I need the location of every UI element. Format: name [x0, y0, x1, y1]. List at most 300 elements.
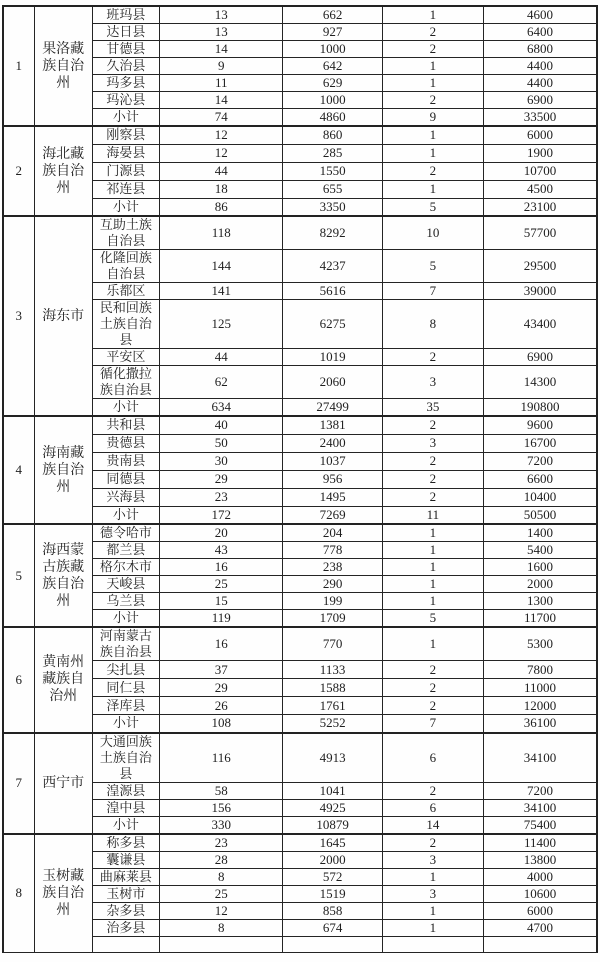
value-cell: 4000 [484, 868, 597, 885]
table-row [3, 782, 597, 799]
value-cell: 5 [382, 610, 483, 628]
table-row [3, 697, 597, 715]
value-cell: 1 [382, 58, 483, 75]
value-cell: 14 [382, 816, 483, 834]
table-row [3, 919, 597, 936]
table-row [3, 24, 597, 41]
value-cell: 30 [160, 452, 283, 470]
value-cell: 3 [382, 434, 483, 452]
section-index-cell: 7 [3, 733, 34, 834]
value-cell: 770 [283, 627, 382, 661]
county-cell: 河南蒙古族自治县 [92, 627, 159, 661]
county-cell: 乐都区 [92, 283, 159, 300]
section-index-cell: 6 [3, 627, 34, 733]
county-cell: 循化撒拉族自治县 [92, 366, 159, 399]
value-cell [382, 936, 483, 952]
value-cell: 43400 [484, 300, 597, 349]
value-cell: 2 [382, 834, 483, 852]
value-cell: 2 [382, 452, 483, 470]
table-row [3, 715, 597, 733]
county-cell: 刚察县 [92, 126, 159, 144]
section-index-cell: 8 [3, 834, 34, 953]
value-cell: 2 [382, 349, 483, 366]
table-row [3, 366, 597, 399]
value-cell: 8292 [283, 216, 382, 250]
county-cell: 天峻县 [92, 576, 159, 593]
value-cell: 23100 [484, 198, 597, 216]
county-cell: 小计 [92, 109, 159, 127]
value-cell: 9600 [484, 416, 597, 434]
table-row [3, 576, 597, 593]
value-cell: 1 [382, 6, 483, 24]
value-cell: 10400 [484, 488, 597, 506]
table-body [3, 6, 597, 952]
county-cell: 格尔木市 [92, 559, 159, 576]
table-row [3, 733, 597, 783]
value-cell: 6400 [484, 24, 597, 41]
value-cell: 199 [283, 593, 382, 610]
value-cell: 1709 [283, 610, 382, 628]
value-cell: 20 [160, 524, 283, 542]
value-cell: 2060 [283, 366, 382, 399]
county-cell: 互助土族自治县 [92, 216, 159, 250]
value-cell: 13 [160, 6, 283, 24]
value-cell: 2000 [484, 576, 597, 593]
value-cell: 44 [160, 162, 283, 180]
value-cell: 35 [382, 399, 483, 417]
value-cell: 1 [382, 542, 483, 559]
value-cell: 156 [160, 799, 283, 816]
value-cell: 778 [283, 542, 382, 559]
region-name-cell: 果洛藏族自治州 [34, 6, 92, 126]
table-row [3, 679, 597, 697]
value-cell: 5300 [484, 627, 597, 661]
value-cell: 75400 [484, 816, 597, 834]
value-cell: 2 [382, 416, 483, 434]
county-cell: 尖扎县 [92, 661, 159, 679]
table-row [3, 593, 597, 610]
value-cell: 15 [160, 593, 283, 610]
county-cell: 同德县 [92, 470, 159, 488]
value-cell: 1550 [283, 162, 382, 180]
county-cell: 大通回族土族自治县 [92, 733, 159, 783]
table-row [3, 506, 597, 524]
table-row [3, 434, 597, 452]
value-cell: 1495 [283, 488, 382, 506]
value-cell: 3 [382, 366, 483, 399]
county-cell: 湟中县 [92, 799, 159, 816]
value-cell: 674 [283, 919, 382, 936]
value-cell: 172 [160, 506, 283, 524]
county-cell: 治多县 [92, 919, 159, 936]
value-cell: 40 [160, 416, 283, 434]
value-cell [283, 936, 382, 952]
table-row [3, 283, 597, 300]
value-cell: 1037 [283, 452, 382, 470]
value-cell: 62 [160, 366, 283, 399]
section-index-cell: 2 [3, 126, 34, 216]
value-cell: 330 [160, 816, 283, 834]
value-cell: 29 [160, 470, 283, 488]
value-cell: 1300 [484, 593, 597, 610]
county-cell: 称多县 [92, 834, 159, 852]
value-cell: 4913 [283, 733, 382, 783]
value-cell: 1 [382, 126, 483, 144]
value-cell: 238 [283, 559, 382, 576]
county-cell: 小计 [92, 816, 159, 834]
value-cell: 6900 [484, 349, 597, 366]
table-row [3, 851, 597, 868]
value-cell: 1519 [283, 885, 382, 902]
value-cell: 2400 [283, 434, 382, 452]
value-cell: 1041 [283, 782, 382, 799]
value-cell: 1 [382, 919, 483, 936]
value-cell: 118 [160, 216, 283, 250]
value-cell: 927 [283, 24, 382, 41]
region-statistics-table [2, 5, 598, 953]
region-name-cell: 玉树藏族自治州 [34, 834, 92, 953]
value-cell: 25 [160, 885, 283, 902]
value-cell: 1000 [283, 92, 382, 109]
value-cell: 14300 [484, 366, 597, 399]
value-cell: 4400 [484, 75, 597, 92]
value-cell: 2 [382, 679, 483, 697]
table-row [3, 470, 597, 488]
value-cell: 27499 [283, 399, 382, 417]
value-cell: 6000 [484, 902, 597, 919]
value-cell: 34100 [484, 799, 597, 816]
value-cell: 9 [160, 58, 283, 75]
county-cell: 玛多县 [92, 75, 159, 92]
value-cell: 43 [160, 542, 283, 559]
value-cell: 86 [160, 198, 283, 216]
county-cell: 同仁县 [92, 679, 159, 697]
value-cell: 858 [283, 902, 382, 919]
value-cell: 956 [283, 470, 382, 488]
value-cell: 1 [382, 75, 483, 92]
county-cell: 乌兰县 [92, 593, 159, 610]
table-row [3, 416, 597, 434]
value-cell: 9 [382, 109, 483, 127]
table-row [3, 75, 597, 92]
county-cell: 小计 [92, 610, 159, 628]
value-cell: 4400 [484, 58, 597, 75]
value-cell: 572 [283, 868, 382, 885]
value-cell: 16700 [484, 434, 597, 452]
table-row [3, 399, 597, 417]
table-row [3, 300, 597, 349]
value-cell: 18 [160, 180, 283, 198]
region-name-cell: 海东市 [34, 216, 92, 416]
value-cell: 1 [382, 524, 483, 542]
value-cell: 1381 [283, 416, 382, 434]
value-cell: 1 [382, 868, 483, 885]
value-cell: 33500 [484, 109, 597, 127]
table-row [3, 349, 597, 366]
value-cell: 5616 [283, 283, 382, 300]
county-cell: 达日县 [92, 24, 159, 41]
value-cell: 1 [382, 593, 483, 610]
table-row [3, 216, 597, 250]
value-cell: 2 [382, 24, 483, 41]
table-row [3, 868, 597, 885]
county-cell: 囊谦县 [92, 851, 159, 868]
value-cell: 634 [160, 399, 283, 417]
table-row [3, 542, 597, 559]
value-cell: 2 [382, 41, 483, 58]
value-cell: 7 [382, 283, 483, 300]
table-row [3, 627, 597, 661]
value-cell: 8 [160, 868, 283, 885]
region-name-cell: 海北藏族自治州 [34, 126, 92, 216]
value-cell: 12 [160, 144, 283, 162]
value-cell: 16 [160, 627, 283, 661]
value-cell: 13 [160, 24, 283, 41]
table-row [3, 452, 597, 470]
value-cell: 6 [382, 733, 483, 783]
table-row [3, 610, 597, 628]
county-cell: 化隆回族自治县 [92, 250, 159, 283]
value-cell: 2 [382, 661, 483, 679]
table-row [3, 92, 597, 109]
value-cell: 3 [382, 851, 483, 868]
value-cell: 74 [160, 109, 283, 127]
region-name-cell: 海南藏族自治州 [34, 416, 92, 524]
value-cell: 23 [160, 834, 283, 852]
county-cell: 小计 [92, 715, 159, 733]
section-index-cell: 5 [3, 524, 34, 627]
table-row [3, 936, 597, 952]
value-cell: 860 [283, 126, 382, 144]
table-row [3, 559, 597, 576]
county-cell: 德令哈市 [92, 524, 159, 542]
value-cell: 28 [160, 851, 283, 868]
value-cell: 125 [160, 300, 283, 349]
table-row [3, 198, 597, 216]
value-cell: 4860 [283, 109, 382, 127]
section-index-cell: 3 [3, 216, 34, 416]
value-cell: 662 [283, 6, 382, 24]
value-cell: 14 [160, 92, 283, 109]
value-cell: 5 [382, 198, 483, 216]
value-cell: 190800 [484, 399, 597, 417]
table-row [3, 162, 597, 180]
value-cell: 11000 [484, 679, 597, 697]
value-cell: 10600 [484, 885, 597, 902]
value-cell [484, 936, 597, 952]
value-cell: 7200 [484, 452, 597, 470]
value-cell: 4700 [484, 919, 597, 936]
value-cell: 12 [160, 126, 283, 144]
value-cell: 1 [382, 576, 483, 593]
table-row [3, 126, 597, 144]
value-cell: 5252 [283, 715, 382, 733]
value-cell: 7 [382, 715, 483, 733]
value-cell: 16 [160, 559, 283, 576]
table-row [3, 488, 597, 506]
value-cell: 4925 [283, 799, 382, 816]
value-cell: 3350 [283, 198, 382, 216]
value-cell: 119 [160, 610, 283, 628]
value-cell: 12 [160, 902, 283, 919]
table-row [3, 109, 597, 127]
value-cell: 2 [382, 470, 483, 488]
table-row [3, 524, 597, 542]
value-cell: 642 [283, 58, 382, 75]
county-cell: 班玛县 [92, 6, 159, 24]
value-cell: 39000 [484, 283, 597, 300]
value-cell: 2 [382, 488, 483, 506]
table-row [3, 58, 597, 75]
value-cell: 1 [382, 180, 483, 198]
county-cell: 祁连县 [92, 180, 159, 198]
value-cell: 36100 [484, 715, 597, 733]
value-cell: 2 [382, 782, 483, 799]
value-cell: 11400 [484, 834, 597, 852]
county-cell: 门源县 [92, 162, 159, 180]
value-cell: 14 [160, 41, 283, 58]
value-cell: 144 [160, 250, 283, 283]
value-cell: 6900 [484, 92, 597, 109]
region-name-cell: 海西蒙古族藏族自治州 [34, 524, 92, 627]
value-cell: 8 [382, 300, 483, 349]
value-cell: 1645 [283, 834, 382, 852]
value-cell: 6000 [484, 126, 597, 144]
value-cell: 4600 [484, 6, 597, 24]
value-cell: 6800 [484, 41, 597, 58]
value-cell: 116 [160, 733, 283, 783]
value-cell: 58 [160, 782, 283, 799]
county-cell: 久治县 [92, 58, 159, 75]
county-cell: 小计 [92, 506, 159, 524]
county-cell: 曲麻莱县 [92, 868, 159, 885]
county-cell: 玉树市 [92, 885, 159, 902]
value-cell: 10 [382, 216, 483, 250]
value-cell: 1588 [283, 679, 382, 697]
county-cell: 平安区 [92, 349, 159, 366]
value-cell: 29500 [484, 250, 597, 283]
value-cell: 2 [382, 697, 483, 715]
county-cell: 湟源县 [92, 782, 159, 799]
value-cell: 50 [160, 434, 283, 452]
table-row [3, 41, 597, 58]
value-cell: 1761 [283, 697, 382, 715]
value-cell: 3 [382, 885, 483, 902]
value-cell: 7269 [283, 506, 382, 524]
value-cell: 655 [283, 180, 382, 198]
value-cell: 1 [382, 144, 483, 162]
value-cell [160, 936, 283, 952]
table-row [3, 799, 597, 816]
value-cell: 285 [283, 144, 382, 162]
value-cell: 4237 [283, 250, 382, 283]
value-cell: 13800 [484, 851, 597, 868]
region-name-cell: 西宁市 [34, 733, 92, 834]
value-cell: 141 [160, 283, 283, 300]
value-cell: 57700 [484, 216, 597, 250]
value-cell: 1000 [283, 41, 382, 58]
value-cell: 1 [382, 559, 483, 576]
county-cell: 甘德县 [92, 41, 159, 58]
section-index-cell: 4 [3, 416, 34, 524]
table-row [3, 6, 597, 24]
value-cell: 11700 [484, 610, 597, 628]
value-cell: 6600 [484, 470, 597, 488]
county-cell: 杂多县 [92, 902, 159, 919]
table-row [3, 661, 597, 679]
table-row [3, 250, 597, 283]
value-cell: 2000 [283, 851, 382, 868]
value-cell: 12000 [484, 697, 597, 715]
value-cell: 5 [382, 250, 483, 283]
value-cell: 11 [382, 506, 483, 524]
value-cell: 37 [160, 661, 283, 679]
value-cell: 25 [160, 576, 283, 593]
value-cell: 6 [382, 799, 483, 816]
county-cell: 小计 [92, 399, 159, 417]
county-cell: 兴海县 [92, 488, 159, 506]
county-cell: 贵德县 [92, 434, 159, 452]
value-cell: 6275 [283, 300, 382, 349]
county-cell: 小计 [92, 198, 159, 216]
value-cell: 204 [283, 524, 382, 542]
value-cell: 34100 [484, 733, 597, 783]
table-row [3, 885, 597, 902]
value-cell: 1900 [484, 144, 597, 162]
value-cell: 29 [160, 679, 283, 697]
value-cell: 1 [382, 627, 483, 661]
value-cell: 23 [160, 488, 283, 506]
county-cell: 民和回族土族自治县 [92, 300, 159, 349]
county-cell: 贵南县 [92, 452, 159, 470]
table-row [3, 902, 597, 919]
value-cell: 8 [160, 919, 283, 936]
section-index-cell: 1 [3, 6, 34, 126]
county-cell: 海晏县 [92, 144, 159, 162]
value-cell: 1019 [283, 349, 382, 366]
value-cell: 290 [283, 576, 382, 593]
value-cell: 10700 [484, 162, 597, 180]
value-cell: 1133 [283, 661, 382, 679]
value-cell: 26 [160, 697, 283, 715]
value-cell: 629 [283, 75, 382, 92]
value-cell: 44 [160, 349, 283, 366]
value-cell: 7800 [484, 661, 597, 679]
value-cell: 108 [160, 715, 283, 733]
value-cell: 50500 [484, 506, 597, 524]
value-cell: 2 [382, 162, 483, 180]
county-cell: 泽库县 [92, 697, 159, 715]
county-cell: 都兰县 [92, 542, 159, 559]
value-cell: 1600 [484, 559, 597, 576]
table-row [3, 834, 597, 852]
value-cell: 7200 [484, 782, 597, 799]
value-cell: 4500 [484, 180, 597, 198]
value-cell: 11 [160, 75, 283, 92]
value-cell: 5400 [484, 542, 597, 559]
value-cell: 2 [382, 92, 483, 109]
table-row [3, 180, 597, 198]
table-row [3, 144, 597, 162]
county-cell: 玛沁县 [92, 92, 159, 109]
table-row [3, 816, 597, 834]
value-cell: 1400 [484, 524, 597, 542]
value-cell: 1 [382, 902, 483, 919]
value-cell: 10879 [283, 816, 382, 834]
county-cell: 共和县 [92, 416, 159, 434]
county-cell [92, 936, 159, 952]
region-name-cell: 黄南州藏族自治州 [34, 627, 92, 733]
